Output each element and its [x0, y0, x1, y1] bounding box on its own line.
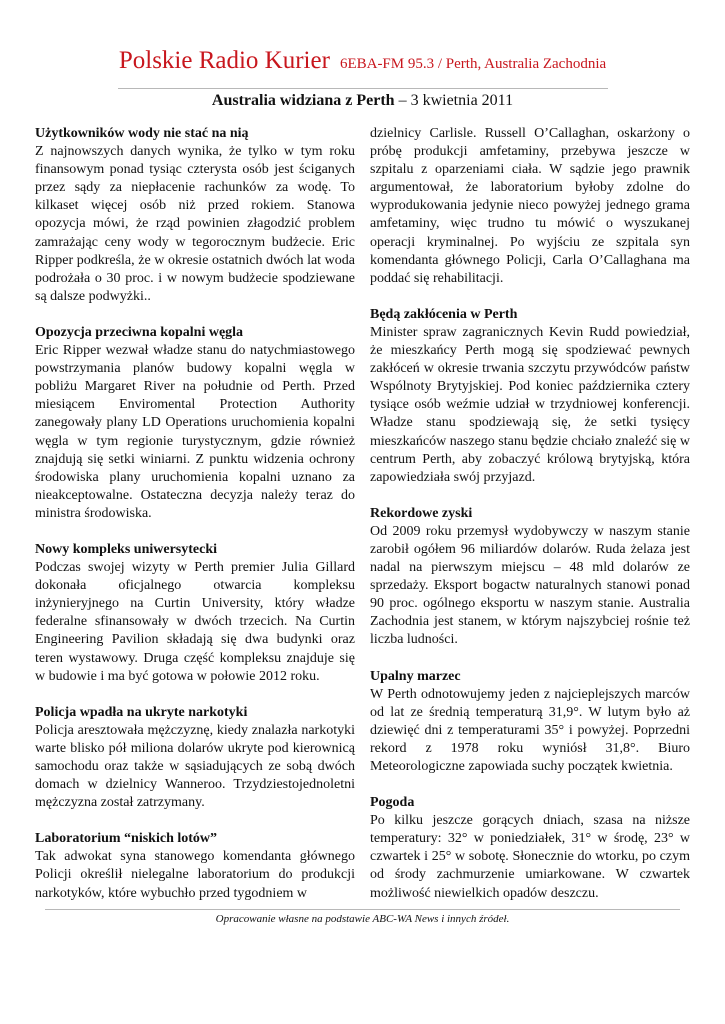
right-column: [370, 125, 690, 921]
article-heading: Opozycja przeciwna kopalni węgla: [35, 324, 244, 340]
subtitle-heading: Australia widziana z Perth: [211, 92, 395, 109]
article-water-bills: [35, 125, 355, 306]
article-body: Policja aresztowała mężczyznę, kiedy znalazła narkotyki warte blisko pół miliona dolarów ukryte pod kierownicą samochodu oraz także w sąsiadujących ze sobą dwóch domach w dzielnicy Wanneroo. Trzydziestojednoletni mężczyzna został zatrzymany.: [35, 722, 355, 811]
masthead: [0, 47, 725, 75]
article-heading: Pogoda: [370, 795, 415, 811]
article-laboratory-continued: [370, 125, 690, 288]
article-heading: Laboratorium “niskich lotów”: [35, 831, 218, 847]
article-hot-march: [370, 668, 690, 777]
article-heading: Będą zakłócenia w Perth: [370, 306, 518, 322]
article-coal-mine: [35, 324, 355, 523]
footer-divider: [45, 909, 680, 910]
masthead-station: 6EBA-FM 95.3 / Perth, Australia Zachodnia: [339, 56, 607, 72]
article-heading: Rekordowe zyski: [370, 505, 473, 521]
article-university-complex: [35, 541, 355, 686]
article-body: W Perth odnotowujemy jeden z najcieplejszych marców od lat ze średnią temperaturą 31,9°. W lutym było aż dziewięć dni z temperaturami 35° i powyżej. Poprzedni rekord z 1978 roku wyniósł 31,8°. Biuro Meteorologiczne zapowiada suchy początek kwietnia.: [370, 686, 690, 774]
left-column: [35, 125, 355, 921]
article-heading: Policja wpadła na ukryte narkotyki: [35, 704, 248, 720]
article-weather: [370, 794, 690, 903]
masthead-title: Polskie Radio Kurier: [118, 47, 330, 74]
footer-note: Opracowanie własne na podstawie ABC-WA News i innych źródeł.: [215, 913, 510, 925]
article-body: dzielnicy Carlisle. Russell O’Callaghan, oskarżony o próbę produkcji amfetaminy, przebywa jeszcze w szpitalu z oparzeniami ciała. W sądzie jego prawnik argumentował, że laboratorium byłoby zdolne do wyprodukowania jedynie nieco powyżej jednego grama amfetaminy, więc trudno tu mówić o wyszukanej operacji kryminalnej. Po wyjściu ze szpitala syn komendanta głównego Policji, Carla O’Callaghana ma poddać się rehabilitacji.: [370, 126, 690, 286]
page-subtitle: [0, 92, 725, 110]
article-laboratory: [35, 830, 355, 902]
article-body: Tak adwokat syna stanowego komendanta głównego Policji określił nielegalne laboratorium do produkcji narkotyków, które wybuchło przed tygodniem w: [35, 849, 355, 901]
article-body: Eric Ripper wezwał władze stanu do natychmiastowego powstrzymania planów budowy kopalni węgla w pobliżu Margaret River na południe od Perth. Przed miesiącem Enviromental Protection Authority zanegowały plany LD Operations uruchomienia kopalni węgla w tym regionie turystycznym, gdzie również znajdują się setki winiarni. Z punktu widzenia ochrony środowiska plany uruchomienia kopalni uznano za nieakceptowalne. Ostateczna decyzja należy teraz do ministra środowiska.: [35, 343, 355, 521]
article-body: Od 2009 roku przemysł wydobywczy w naszym stanie zarobił ogółem 96 miliardów dolarów. Ruda żelaza jest nadal na pierwszym miejscu – 48 mld dolarów ze sprzedaży. Eksport bogactw naturalnych stanowi ponad 90 proc. ogólnego eksportu w naszym stanie. Australia Zachodnia jest stanem, w którym najszybciej rośnie też liczba ludności.: [370, 523, 690, 648]
article-police-drugs: [35, 704, 355, 813]
article-record-profits: [370, 505, 690, 650]
subtitle-date: – 3 kwietnia 2011: [394, 92, 514, 109]
article-body: Minister spraw zagranicznych Kevin Rudd powiedział, że mieszkańcy Perth mogą się spodziewać pewnych zakłóceń w okresie trwania szczytu przywódców państw Wspólnoty Brytyjskiej. Pod koniec października cztery tysiące osób weźmie udział w trzydniowej konferencji. Władze stanu spodziewają się, że setki tysięcy mieszkańców naszego stanu będzie chciało znaleźć się w centrum Perth, aby zobaczyć królową brytyjską, która zapowiedziała swój przyjazd.: [370, 324, 690, 485]
article-heading: Nowy kompleks uniwersytecki: [35, 541, 218, 557]
article-heading: Użytkowników wody nie stać na nią: [35, 126, 249, 141]
article-body: Po kilku jeszcze gorących dniach, szasa na niższe temperatury: 32° w poniedziałek, 31° w środę, 23° w czwartek i 25° w sobotę. Słonecznie do wtorku, po czym od środy zachmurzenie umiarkowane. W czwartek możliwość niewielkich opadów deszczu.: [370, 813, 690, 901]
article-body: Podczas swojej wizyty w Perth premier Julia Gillard dokonała oficjalnego otwarcia kompleksu inżynieryjnego na Curtin University, który władze federalne sfinansowały w dwóch trzecich. Na Curtin Engineering Pavilion składają się dwa budynki oraz teren wystawowy. Druga część kompleksu znajduje się w budowie i ma być gotowa w połowie 2012 roku.: [35, 560, 355, 684]
header-divider: [118, 88, 608, 89]
article-body: Z najnowszych danych wynika, że tylko w tym roku finansowym ponad tysiąc czterysta osób jest ściganych przez sądy za niepłacenie rachunków za wodę. To kilkaset więcej osób niż przed rokiem. Stanowa opozycja mówi, że rząd powinien złagodzić problem zamrażając ceny wody w tegorocznym budżecie. Eric Ripper podkreśla, że w okresie ostatnich dwóch lat woda podrożała o 30 proc. i w nowym budżecie spodziewane są dalsze podwyżki..: [35, 144, 355, 304]
article-perth-disruptions: [370, 306, 690, 487]
article-heading: Upalny marzec: [370, 668, 461, 684]
